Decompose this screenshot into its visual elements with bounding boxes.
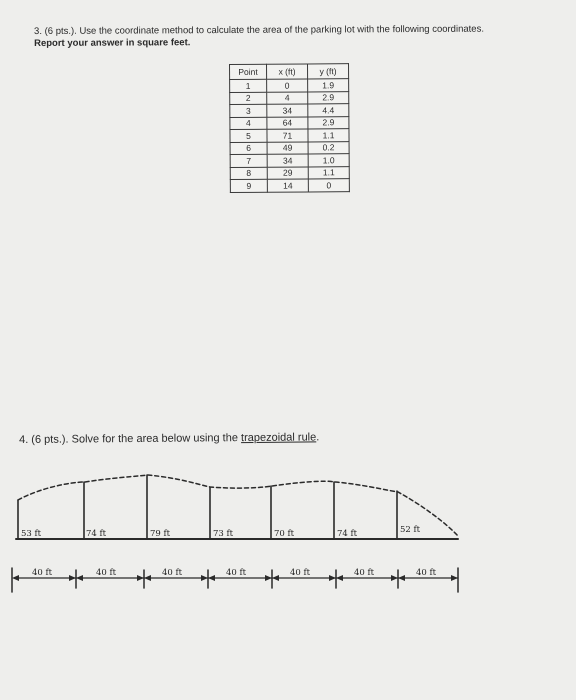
offset-label: 73 ft: [213, 529, 234, 539]
interval-label: 40 ft: [32, 568, 53, 578]
point-cell: 1: [230, 79, 267, 92]
offset-label: 74 ft: [337, 529, 358, 539]
interval-label: 40 ft: [96, 568, 117, 578]
point-cell: 5: [230, 129, 267, 142]
header-point: Point: [230, 64, 267, 79]
table-header-row: [230, 64, 349, 80]
point-cell: 2: [230, 92, 267, 105]
y-cell: 1.1: [308, 129, 349, 142]
table-row: [230, 179, 349, 192]
question-4-suffix: .: [316, 431, 320, 444]
x-cell: 34: [267, 104, 308, 117]
table-row: [230, 129, 349, 142]
x-cell: 4: [267, 91, 308, 104]
point-cell: 4: [230, 117, 267, 130]
header-x: x (ft): [267, 64, 308, 79]
y-cell: 0: [308, 179, 349, 192]
interval-label: 40 ft: [290, 568, 311, 578]
point-cell: 6: [230, 142, 267, 155]
offset-label: 70 ft: [274, 529, 295, 539]
table-row: [230, 104, 349, 117]
x-cell: 29: [267, 166, 308, 179]
y-cell: 1.0: [308, 154, 349, 167]
offset-label: 79 ft: [150, 529, 171, 539]
table-row: [230, 166, 349, 179]
y-cell: 2.9: [308, 116, 349, 129]
x-cell: 64: [267, 116, 308, 129]
interval-label: 40 ft: [226, 568, 247, 578]
table-row: [230, 91, 349, 104]
point-cell: 7: [230, 154, 267, 167]
point-cell: 9: [230, 179, 267, 192]
offset-label: 53 ft: [21, 529, 42, 539]
y-cell: 1.9: [308, 79, 349, 92]
table-row: [230, 141, 349, 154]
y-cell: 2.9: [308, 91, 349, 104]
offset-label: 52 ft: [400, 525, 421, 535]
offset-label: 74 ft: [86, 529, 107, 539]
question-3-text: 3. (6 pts.). Use the coordinate method to calculate the area of the parking lot with the following coordinates.: [34, 23, 484, 37]
y-cell: 0.2: [308, 141, 349, 154]
trapezoidal-rule-text: trapezoidal rule: [240, 431, 317, 445]
coordinates-table: [229, 63, 350, 192]
question-3: [34, 23, 554, 50]
question-4-prefix: 4. (6 pts.). Solve for the area below using the: [19, 432, 242, 446]
x-cell: 49: [267, 141, 308, 154]
y-cell: 1.1: [308, 166, 349, 179]
x-cell: 0: [267, 79, 308, 92]
interval-label: 40 ft: [162, 568, 183, 578]
x-cell: 71: [267, 129, 308, 142]
trapezoidal-diagram: [0, 460, 576, 610]
table-row: [230, 116, 349, 129]
question-3-instruction: Report your answer in square feet.: [34, 37, 191, 49]
question-4: [19, 431, 319, 447]
interval-label: 40 ft: [416, 568, 437, 578]
point-cell: 8: [230, 167, 267, 180]
point-cell: 3: [230, 104, 267, 117]
x-cell: 34: [267, 154, 308, 167]
interval-label: 40 ft: [354, 568, 375, 578]
table-row: [230, 154, 349, 167]
y-cell: 4.4: [308, 104, 349, 117]
header-y: y (ft): [308, 64, 349, 79]
x-cell: 14: [267, 179, 308, 192]
table-row: [230, 79, 349, 92]
